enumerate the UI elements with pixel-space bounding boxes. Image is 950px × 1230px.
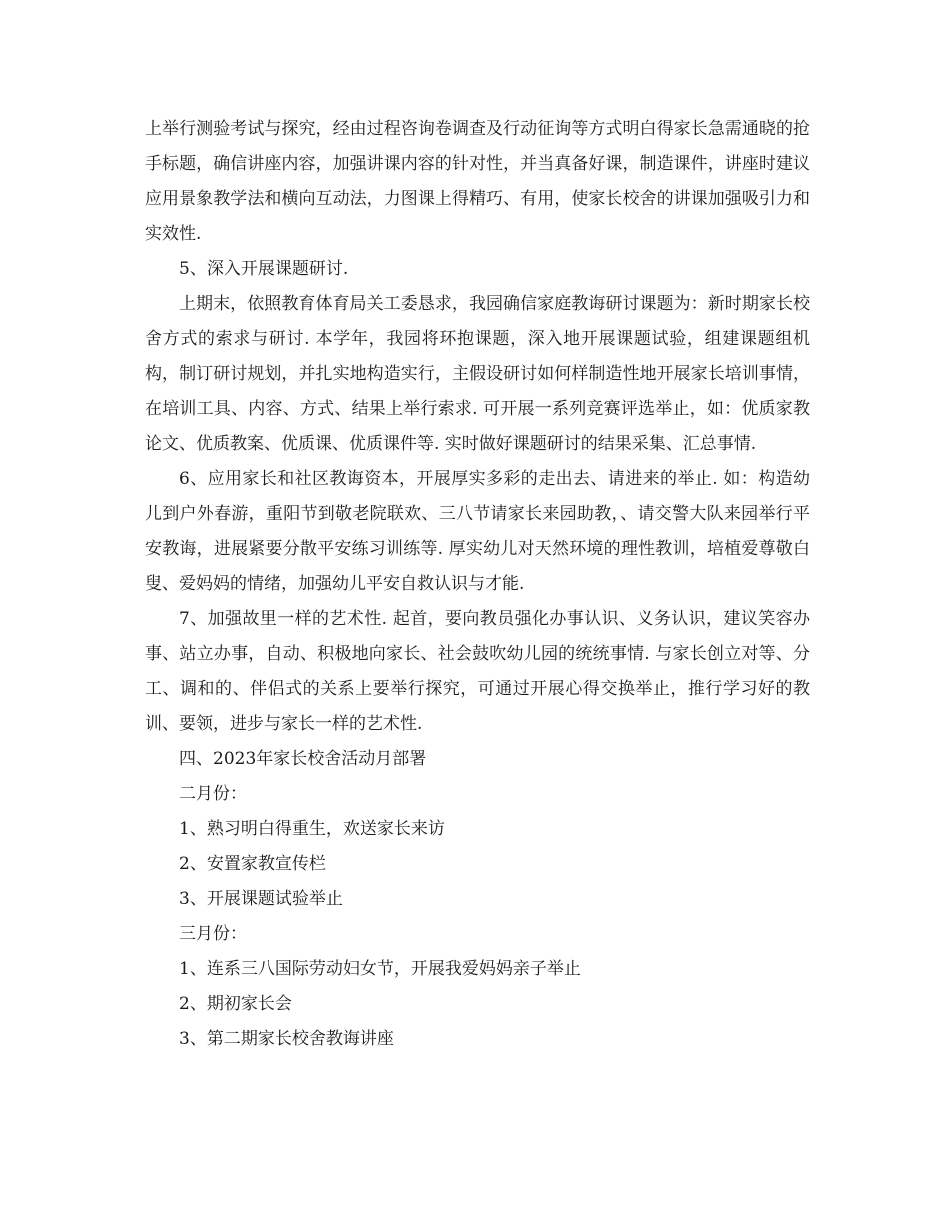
paragraph-lecture-method: 上举行测验考试与探究，经由过程咨询卷调查及行动征询等方式明白得家长急需通晓的抢手标题，确信讲座内容，加强讲课内容的针对性，并当真备好课，制造课件，讲座时建议应用景象教学法和横向互动法，力图课上得精巧、有用，使家长校舍的讲课加强吸引力和实效性. [145,119,810,244]
list-item: 2、期初家长会 [179,994,292,1014]
paragraph-community-resources: 6、应用家长和社区教诲资本，开展厚实多彩的走出去、请进来的举止. 如：构造幼儿到户外春游，重阳节到敬老院联欢、三八节请家长来园助教，、请交警大队来园举行平安教诲，进展紧要分散平安练习训练等. 厚实幼儿对天然环境的理性教训，培植爱尊敬白叟、爱妈妈的情绪，加强幼儿平安自救认识与才能. [145,469,810,594]
list-item: 2、安置家教宣传栏 [179,854,326,874]
heading-topic-research: 5、深入开展课题研讨. [179,259,349,279]
paragraph-topic-research: 上期末，依照教育体育局关工委恳求，我园确信家庭教诲研讨课题为：新时期家长校舍方式的索求与研讨. 本学年，我园将环抱课题，深入地开展课题试验，组建课题组机构，制订研讨规划，并扎实地构造实行，主假设研讨如何样制造性地开展家长培训事情，在培训工具、内容、方式、结果上举行索求. 可开展一系列竞赛评选举止，如：优质家教论文、优质教案、优质课、优质课件等. 实时做好课题研讨的结果采集、汇总事情. [145,294,810,454]
document-body [145,112,810,1057]
list-item: 3、第二期家长校舍教诲讲座 [179,1029,394,1049]
paragraph-home-school-art: 7、加强故里一样的艺术性. 起首，要向教员强化办事认识、义务认识，建议笑容办事、站立办事，自动、积极地向家长、社会鼓吹幼儿园的统统事情. 与家长创立对等、分工、调和的、伴侣式的关系上要举行探究，可通过开展心得交换举止，推行学习好的教训、要领，进步与家长一样的艺术性. [145,609,810,734]
month-label-march: 三月份： [179,924,247,944]
section-heading-monthly-plan: 四、2023年家长校舍活动月部署 [179,749,427,769]
list-item: 1、连系三八国际劳动妇女节，开展我爱妈妈亲子举止 [179,959,581,979]
list-item: 3、开展课题试验举止 [179,889,343,909]
list-item: 1、熟习明白得重生，欢送家长来访 [179,819,445,839]
month-label-february: 二月份： [179,784,247,804]
